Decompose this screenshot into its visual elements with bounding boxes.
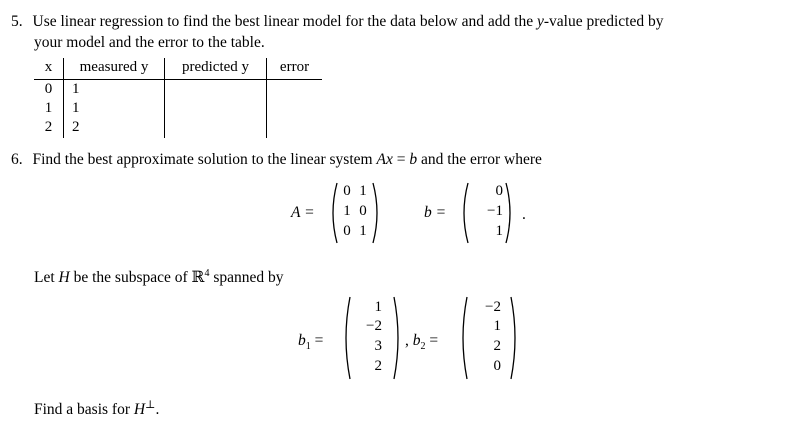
table-cell-x-1: 1 <box>44 100 53 116</box>
table-header-predicted: predicted y <box>181 59 250 75</box>
regression-table <box>34 58 322 138</box>
matrix-A-entry-0-1: 1 <box>359 183 367 199</box>
problem-5-number: 5. <box>11 13 23 30</box>
problem-6-text-b: and the error where <box>417 151 542 168</box>
matrix-A-entry-1-1: 0 <box>359 203 367 219</box>
find-basis-period: . <box>155 401 160 419</box>
vector-b2-right-paren <box>510 296 520 380</box>
problem-6-text-a: Find the best approximate solution to the linear system <box>32 151 377 168</box>
problem-5-text-a: Use linear regression to find the best linear model for the data below and add the <box>32 13 537 30</box>
matrix-A-right-paren <box>372 182 382 244</box>
find-basis-line <box>34 398 159 419</box>
vector-b2-entry-0: −2 <box>485 299 501 315</box>
matrix-A-label: A = <box>291 204 315 221</box>
matrix-A <box>328 182 382 244</box>
vector-b-left-paren <box>459 182 469 244</box>
find-basis-perp: ⊥ <box>145 399 156 411</box>
vector-b1-left-paren <box>341 296 351 380</box>
problem-6-number: 6. <box>11 151 23 168</box>
problem-5-line-1 <box>11 13 663 31</box>
vector-b-entry-0: 0 <box>495 183 503 199</box>
vector-b1-entry-2: 3 <box>374 338 382 354</box>
table-cell-x-0: 0 <box>44 81 53 97</box>
subspace-R-exponent: 4 <box>204 268 210 279</box>
table-header-x: x <box>44 59 53 75</box>
vector-b <box>459 182 515 244</box>
find-basis-H: H <box>133 401 146 419</box>
subspace-text-b: be the subspace of <box>69 269 192 287</box>
problem-6-eq-x: x <box>385 151 393 168</box>
matrix-A-entry-2-0: 0 <box>343 223 351 239</box>
vector-b1-entry-1: −2 <box>366 318 382 334</box>
matrix-A-left-paren <box>328 182 338 244</box>
vector-b2-left-paren <box>458 296 468 380</box>
vector-b2-entry-2: 2 <box>493 338 501 354</box>
vector-b2-entry-3: 0 <box>493 358 501 374</box>
vector-b1-entry-3: 2 <box>374 358 382 374</box>
find-basis-text: Find a basis for <box>34 401 134 419</box>
table-cell-y-2: 2 <box>72 119 80 135</box>
vector-b-entry-1: −1 <box>487 203 503 219</box>
vector-b-entry-2: 1 <box>495 223 503 239</box>
table-vrule-2 <box>164 58 165 138</box>
subspace-H: H <box>58 269 70 287</box>
table-vrule-3 <box>266 58 267 138</box>
problem-6-eq-A: A <box>376 151 386 168</box>
vector-b-period: . <box>522 206 526 223</box>
problem-6-eq-equals: = <box>392 151 410 168</box>
vector-b-right-paren <box>505 182 515 244</box>
matrix-A-entry-2-1: 1 <box>359 223 367 239</box>
table-header-error: error <box>279 59 310 75</box>
problem-5-line-2: your model and the error to the table. <box>34 34 265 51</box>
table-cell-x-2: 2 <box>44 119 53 135</box>
vector-b1-right-paren <box>393 296 403 380</box>
matrix-A-entry-1-0: 1 <box>343 203 351 219</box>
vector-b2-entry-1: 1 <box>493 318 501 334</box>
subspace-H-line <box>34 268 283 287</box>
subspace-R: ℝ <box>191 269 205 287</box>
vector-b2 <box>458 296 520 380</box>
vector-b1-label: $b_1$ = <box>298 332 324 353</box>
vector-b-label: b = <box>424 204 447 221</box>
problem-5-text-b: -value predicted by <box>543 13 664 30</box>
table-vrule-1 <box>63 58 64 138</box>
table-cell-y-1: 1 <box>72 100 80 116</box>
table-cell-y-0: 1 <box>72 81 80 97</box>
table-header-measured: measured y <box>79 59 149 75</box>
vector-b1-entry-0: 1 <box>374 299 382 315</box>
problem-5-var-y: y <box>536 13 544 30</box>
problem-6-eq-b: b <box>409 151 418 168</box>
subspace-text-a: Let <box>34 269 59 287</box>
vector-b1 <box>341 296 403 380</box>
subspace-text-c: spanned by <box>209 269 284 287</box>
vector-b2-label: , $b_2$ = <box>405 332 439 353</box>
problem-6-line <box>11 151 542 169</box>
matrix-A-entry-0-0: 0 <box>343 183 351 199</box>
